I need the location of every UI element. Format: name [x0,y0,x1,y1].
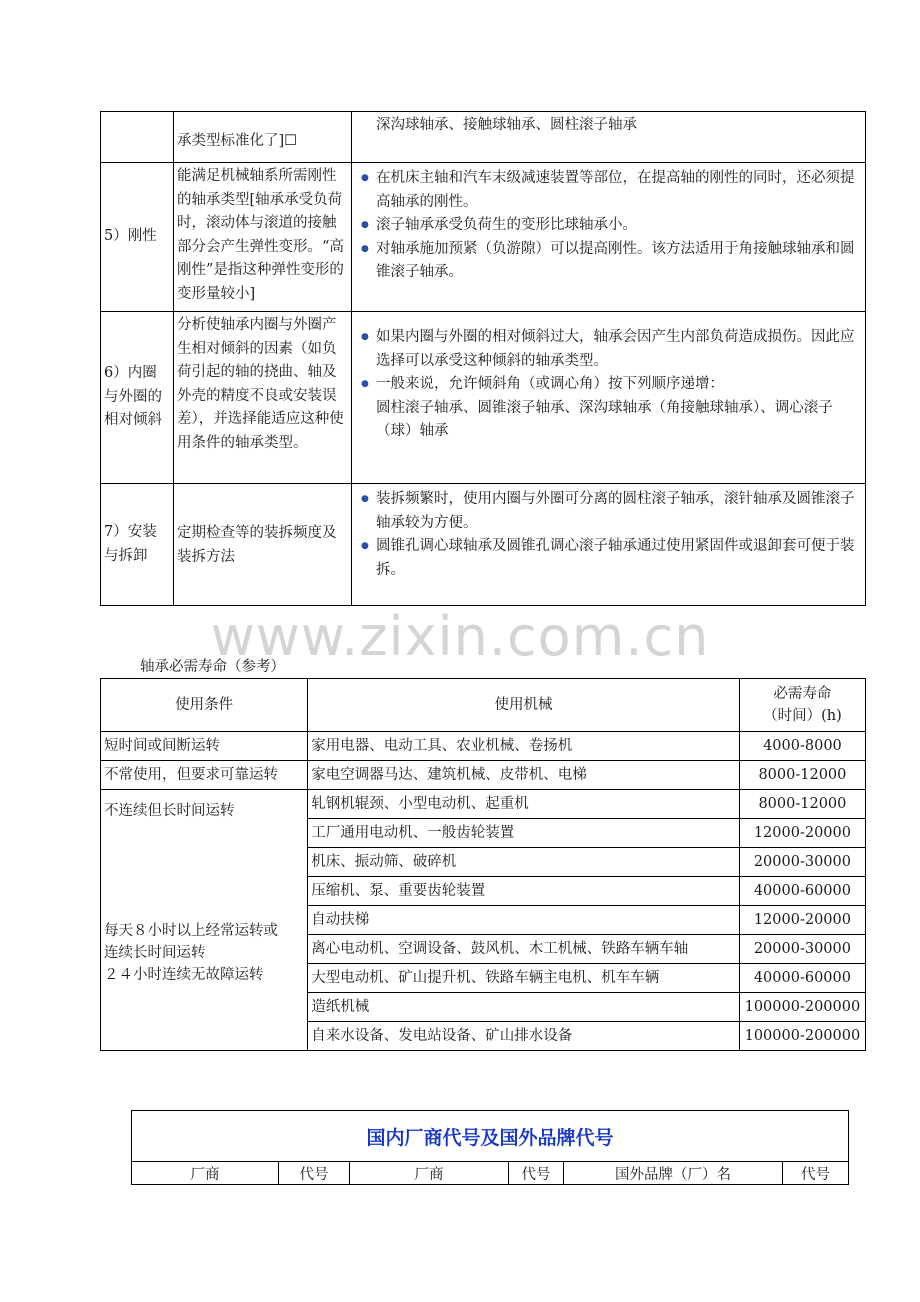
bullet-list [358,167,862,285]
table-row [101,112,866,163]
notes-cell [352,484,866,606]
table-row [101,312,866,484]
life-cell: 100000-200000 [739,993,865,1022]
life-cell: 12000-20000 [739,819,865,848]
header-row [101,679,866,732]
watermark: www.zixin.com.cn [210,605,710,668]
header-code: 代号 [509,1162,564,1185]
header-manufacturer: 厂商 [132,1162,279,1185]
table-row [101,732,866,761]
machine-cell: 大型电动机、矿山提升机、铁路车辆主电机、机车车辆 [308,964,740,993]
criterion-cell: 承类型标准化了]☐ [174,112,352,163]
table-row [101,484,866,606]
table-row [101,790,866,819]
criterion-cell: 分析使轴承内圈与外圈产生相对倾斜的因素（如负荷引起的轴的挠曲、轴及外壳的精度不良或安装误差），并选择能适应这种使用条件的轴承类型。 [174,312,352,484]
life-cell: 12000-20000 [739,906,865,935]
notes-cell [352,312,866,484]
machine-cell: 家电空调器马达、建筑机械、皮带机、电梯 [308,761,740,790]
list-item: ● 圆锥孔调心球轴承及圆锥孔调心滚子轴承通过使用紧固件或退卸套可便于装拆。 [376,535,862,582]
condition-b-line1: 每天８小时以上经常运转或 [104,923,278,939]
list-item: ● 在机床主轴和汽车末级减速装置等部位，在提高轴的刚性的同时，还必须提高轴承的刚性。 [376,167,862,214]
plain-line: 圆柱滚子轴承、圆锥滚子轴承、深沟球轴承（角接触球轴承）、调心滚子（球）轴承 [376,399,833,439]
item-cell: 6）内圈与外圈的相对倾斜 [101,312,174,484]
machine-cell: 压缩机、泵、重要齿轮装置 [308,877,740,906]
list-item: ● 一般来说，允许倾斜角（或调心角）按下列顺序递增： [376,373,862,397]
list-item: ● 装拆频繁时，使用内圈与外圈可分离的圆柱滚子轴承，滚针轴承及圆锥滚子轴承较为方便。 [376,488,862,535]
header-code: 代号 [279,1162,350,1185]
machine-cell: 自动扶梯 [308,906,740,935]
manufacturer-code-table [131,1110,849,1185]
machine-cell: 机床、振动筛、破碎机 [308,848,740,877]
machine-cell: 离心电动机、空调设备、鼓风机、木工机械、铁路车辆车轴 [308,935,740,964]
header-machine: 使用机械 [308,679,740,732]
list-item: ● 对轴承施加预紧（负游隙）可以提高刚性。该方法适用于角接触球轴承和圆锥滚子轴承。 [376,238,862,285]
header-manufacturer: 厂商 [350,1162,509,1185]
life-cell: 20000-30000 [739,935,865,964]
life-cell: 8000-12000 [739,790,865,819]
header-row [132,1162,849,1185]
condition-b-line2: 连续长时间运转 [104,945,206,961]
condition-a: 不连续但长时间运转 [104,803,235,819]
item-cell: 7）安装与拆卸 [101,484,174,606]
condition-cell: 短时间或间断运转 [101,732,308,761]
header-life-line1: 必需寿命 [773,686,832,702]
bearing-selection-table [100,111,866,606]
machine-cell: 家用电器、电动工具、农业机械、卷扬机 [308,732,740,761]
life-cell: 40000-60000 [739,877,865,906]
header-life [739,679,865,732]
criterion-cell: 能满足机械轴系所需刚性的轴承类型[轴承承受负荷时，滚动体与滚道的接触部分会产生弹性变形。“高刚性”是指这种弹性变形的变形量较小] [174,163,352,312]
life-cell: 100000-200000 [739,1022,865,1051]
notes-cell [352,163,866,312]
criterion-cell: 定期检查等的装拆频度及装拆方法 [174,484,352,606]
list-item: ● 滚子轴承承受负荷生的变形比球轴承小。 [376,214,862,238]
life-cell: 4000-8000 [739,732,865,761]
header-condition: 使用条件 [101,679,308,732]
table-row [101,761,866,790]
list-item: ● 如果内圈与外圈的相对倾斜过大，轴承会因产生内部负荷造成损伤。因此应选择可以承受这种倾斜的轴承类型。 [376,326,862,373]
bearing-life-table [100,678,866,1051]
life-cell: 8000-12000 [739,761,865,790]
life-cell: 20000-30000 [739,848,865,877]
machine-cell: 轧钢机辊颈、小型电动机、起重机 [308,790,740,819]
machine-cell: 工厂通用电动机、一般齿轮装置 [308,819,740,848]
header-code: 代号 [783,1162,849,1185]
code-table-title: 国内厂商代号及国外品牌代号 [132,1111,849,1162]
table-caption: 轴承必需寿命（参考） [140,659,285,675]
item-cell: 5）刚性 [101,163,174,312]
bullet-list [358,326,862,397]
table-row [101,163,866,312]
machine-cell: 造纸机械 [308,993,740,1022]
condition-b-line3: ２４小时连续无故障运转 [104,967,264,983]
item-cell [101,112,174,163]
header-foreign-brand: 国外品牌（厂）名 [564,1162,783,1185]
header-life-line2: （时间）(h) [763,708,842,724]
merged-condition-cell [101,790,308,1051]
notes-cell [352,112,866,163]
bullet-list [358,488,862,582]
life-cell: 40000-60000 [739,964,865,993]
condition-cell: 不常使用，但要求可靠运转 [101,761,308,790]
plain-line: 深沟球轴承、接触球轴承、圆柱滚子轴承 [376,117,637,133]
machine-cell: 自来水设备、发电站设备、矿山排水设备 [308,1022,740,1051]
